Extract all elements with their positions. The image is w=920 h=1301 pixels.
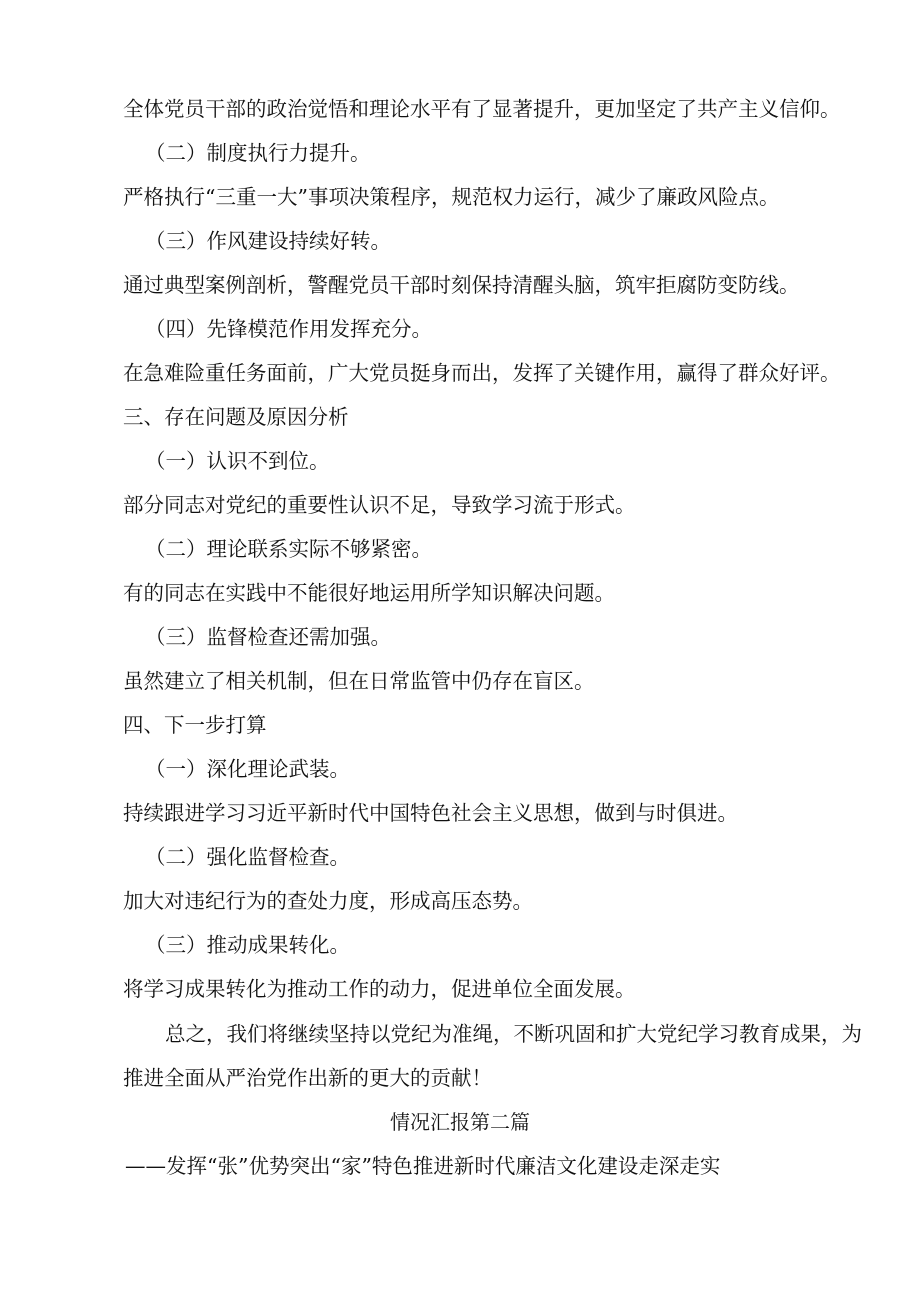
subheading: （四）先锋模范作用发挥充分。	[145, 317, 432, 341]
paragraph-line: 在急难险重任务面前，广大党员挺身而出，发挥了关键作用，赢得了群众好评。	[123, 361, 841, 385]
subheading: （三）推动成果转化。	[145, 933, 350, 957]
paragraph-line: 部分同志对党纪的重要性认识不足，导致学习流于形式。	[123, 493, 636, 517]
section-heading: 四、下一步打算	[123, 713, 267, 737]
paragraph-line: 全体党员干部的政治觉悟和理论水平有了显著提升，更加坚定了共产主义信仰。	[123, 97, 841, 121]
paragraph-line: 有的同志在实践中不能很好地运用所学知识解决问题。	[123, 581, 615, 605]
paragraph-line: 通过典型案例剖析，警醒党员干部时刻保持清醒头脑，筑牢拒腐防变防线。	[123, 273, 800, 297]
conclusion-line: 总之，我们将继续坚持以党纪为准绳，不断巩固和扩大党纪学习教育成果，为	[165, 1022, 862, 1046]
section-heading: 三、存在问题及原因分析	[123, 405, 349, 429]
conclusion-line: 推进全面从严治党作出新的更大的贡献！	[123, 1066, 492, 1090]
subheading: （二）理论联系实际不够紧密。	[145, 537, 432, 561]
subheading: （三）监督检查还需加强。	[145, 625, 391, 649]
subheading: （三）作风建设持续好转。	[145, 229, 391, 253]
paragraph-line: 虽然建立了相关机制，但在日常监管中仍存在盲区。	[123, 669, 595, 693]
subheading: （一）深化理论武装。	[145, 757, 350, 781]
subheading: （二）强化监督检查。	[145, 845, 350, 869]
subheading: （一）认识不到位。	[145, 449, 330, 473]
paragraph-line: 将学习成果转化为推动工作的动力，促进单位全面发展。	[123, 977, 636, 1001]
paragraph-line: 严格执行“三重一大”事项决策程序，规范权力运行，减少了廉政风险点。	[123, 185, 780, 209]
subheading: （二）制度执行力提升。	[145, 141, 371, 165]
paragraph-line: 持续跟进学习习近平新时代中国特色社会主义思想，做到与时俱进。	[123, 801, 738, 825]
section-title: 情况汇报第二篇	[390, 1110, 530, 1134]
paragraph-line: 加大对违纪行为的查处力度，形成高压态势。	[123, 889, 533, 913]
section-subtitle: ——发挥“张”优势突出“家”特色推进新时代廉洁文化建设走深走实	[125, 1154, 721, 1178]
